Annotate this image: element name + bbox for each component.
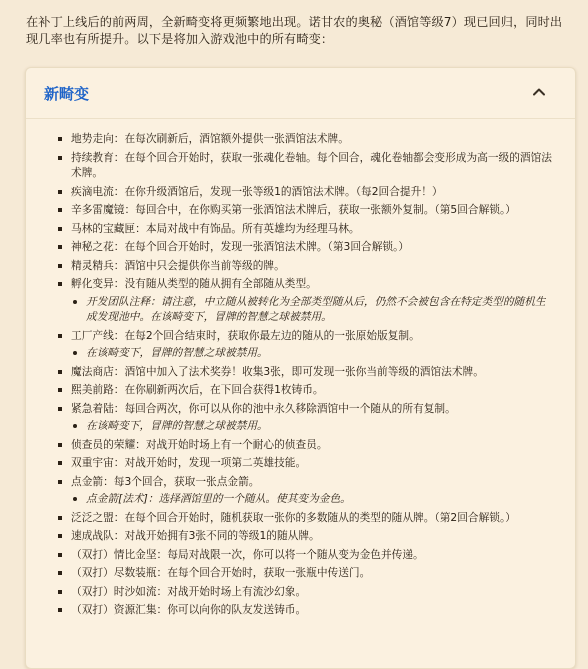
square-bullet-icon [58,370,62,374]
anomalies-panel [25,67,576,669]
list-item-text: 魔法商店：酒馆中加入了法术奖券！收集3张，即可发现一张你当前等级的酒馆法术牌。 [71,364,484,378]
sub-list-item-text: 点金箭[法术]：选择酒馆里的一个随从。使其变为金色。 [86,492,351,505]
sub-list-item [71,418,556,434]
list-item [56,184,556,200]
circle-bullet-icon [73,300,77,304]
list-item [56,150,556,181]
square-bullet-icon [58,480,62,484]
square-bullet-icon [58,388,62,392]
square-bullet-icon [58,245,62,249]
list-item [56,528,556,544]
list-item [56,401,556,434]
square-bullet-icon [58,407,62,411]
list-item-text: 紧急着陆：每回合两次，你可以从你的池中永久移除酒馆中一个随从的所有复制。 [71,401,456,415]
list-item-text: （双打）尽数装瓶：在每个回合开始时，获取一张瓶中传送门。 [71,566,371,579]
anomaly-list [56,131,556,621]
list-item-text: 孵化变异：没有随从类型的随从拥有全部随从类型。 [71,277,317,290]
list-item-text: 辛多雷魔镜：每回合中，在你购买第一张酒馆法术牌后，获取一张额外复制。（第5回合解锁。） [71,203,516,216]
sub-list-item [71,491,556,507]
list-item-text: 泛泛之盟：在每个回合开始时，随机获取一张你的多数随从的类型的随从牌。（第2回合解锁。） [71,510,516,524]
list-item [56,565,556,581]
square-bullet-icon [58,534,62,538]
list-item-text: 点金箭：每3个回合，获取一张点金箭。 [71,474,260,488]
list-item-text: 工厂产线：在每2个回合结束时，获取你最左边的随从的一张原始版复制。 [71,328,420,342]
square-bullet-icon [58,137,62,141]
panel-header[interactable] [26,68,575,119]
list-item-text: （双打）资源汇集：你可以向你的队友发送铸币。 [71,603,307,616]
square-bullet-icon [58,443,62,447]
square-bullet-icon [58,571,62,575]
square-bullet-icon [58,264,62,268]
list-item [56,584,556,600]
sub-list-item-text: 在该畸变下，冒牌的智慧之球被禁用。 [86,419,268,432]
list-item [56,258,556,274]
square-bullet-icon [58,608,62,612]
list-item [56,276,556,325]
list-item-text: 疾滴电流：在你升级酒馆后，发现一张等级1的酒馆法术牌。（每2回合提升！） [71,184,443,198]
sub-list-item-text: 在该畸变下，冒牌的智慧之球被禁用。 [86,346,268,359]
list-item [56,328,556,361]
square-bullet-icon [58,516,62,520]
list-item-text: 精灵精兵：酒馆中只会提供你当前等级的牌。 [71,258,285,272]
list-item-text: （双打）时沙如流：对战开始时场上有流沙幻象。 [71,584,307,598]
list-item-text: 熙美前路：在你刷新两次后，在下回合获得1枚铸币。 [71,383,324,396]
list-item [56,474,556,507]
circle-bullet-icon [73,424,77,428]
list-item-text: 持续教育：在每个回合开始时，获取一张魂化卷轴。每个回合，魂化卷轴都会变形成为高一级的酒馆法术牌。 [71,150,552,179]
list-item [56,221,556,237]
list-item-text: 马林的宝藏匣：本局对战中有饰品。所有英雄均为经理马林。 [71,221,360,235]
sub-list [71,345,556,361]
square-bullet-icon [58,461,62,465]
sub-list-item-text: 开发团队注释：请注意，中立随从被转化为全部类型随从后，仍然不会被包含在特定类型的随机生成发现池中。在该畸变下，冒牌的智慧之球被禁用。 [86,294,546,323]
list-item [56,131,556,147]
circle-bullet-icon [73,497,77,501]
list-item [56,510,556,526]
list-item [56,547,556,563]
square-bullet-icon [58,156,62,160]
intro-paragraph: 在补丁上线后的前两周，全新畸变将更频繁地出现。诺甘农的奥秘（酒馆等级7）现已回归，同时出现几率也有所提升。以下是将加入游戏池中的所有畸变： [26,15,563,46]
list-item [56,239,556,255]
list-item [56,202,556,218]
square-bullet-icon [58,227,62,231]
sub-list [71,418,556,434]
square-bullet-icon [58,553,62,557]
list-item [56,437,556,453]
sub-list-item [71,294,556,325]
list-item [56,602,556,618]
sub-list [71,294,556,325]
list-item [56,364,556,380]
sub-list [71,491,556,507]
list-item-text: 双重宇宙：对战开始时，发现一项第二英雄技能。 [71,456,307,469]
list-item-text: 速成战队：对战开始拥有3张不同的等级1的随从牌。 [71,529,320,542]
square-bullet-icon [58,334,62,338]
sub-list-item [71,345,556,361]
square-bullet-icon [58,190,62,194]
list-item-text: 侦查员的荣耀：对战开始时场上有一个耐心的侦查员。 [71,437,328,451]
chevron-up-icon[interactable] [529,82,549,102]
square-bullet-icon [58,208,62,212]
circle-bullet-icon [73,351,77,355]
list-item-text: 地势走向：在每次刷新后，酒馆额外提供一张酒馆法术牌。 [71,132,349,145]
list-item [56,382,556,398]
list-item-text: 神秘之花：在每个回合开始时，发现一张酒馆法术牌。（第3回合解锁。） [71,240,410,253]
square-bullet-icon [58,282,62,286]
list-item-text: （双打）情比金坚：每局对战限一次，你可以将一个随从变为金色并传递。 [71,547,424,561]
square-bullet-icon [58,590,62,594]
panel-title: 新畸变 [44,85,90,103]
list-item [56,455,556,471]
